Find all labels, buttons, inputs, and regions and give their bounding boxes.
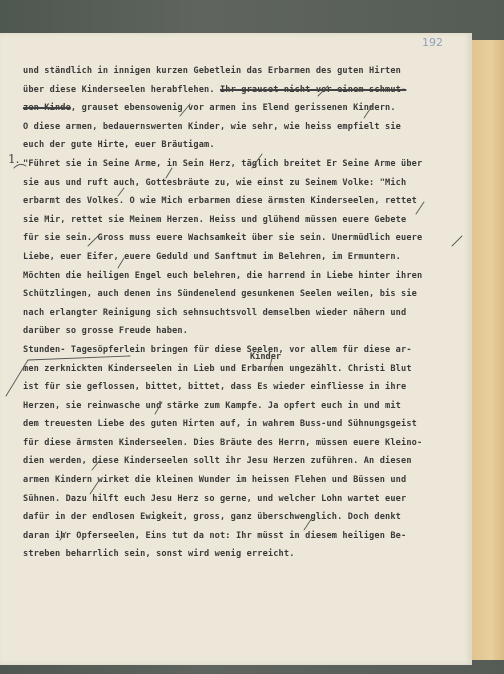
text-line: men zerknickten Kinderseelen in Lieb und Erbarmen ungezählt. Christi Blut [23,363,412,374]
text-line: streben beharrlich sein, sonst wird wenig erreicht. [23,549,295,560]
text-line: ist für sie geflossen, bittet, bittet, dass Es wieder einfliesse in ihre [23,382,407,393]
text-line: dafür in der endlosen Ewigkeit, gross, ganz überschwenglich. Doch denkt [23,512,401,523]
text-line: und ständlich in innigen kurzen Gebetlein das Erbarmen des guten Hirten [23,66,401,76]
text-line: euch der gute Hirte, euer Bräutigam. [23,140,215,151]
text-line: daran ihr Opferseelen, Eins tut da not: Ihr müsst in diesem heiligen Be- [23,530,407,541]
text-line: dien werden, diese Kinderseelen sollt ihr Jesu Herzen zuführen. An diesen [23,456,412,467]
text-line: "Führet sie in Seine Arme, in Sein Herz, täglich breitet Er Seine Arme über [23,158,423,169]
typed-text-body [23,62,468,564]
struck-text: zen Kinde [23,103,71,114]
text-line: armen Kindern wirket die kleinen Wunder im heissen Flehen und Büssen und [23,475,407,486]
side-tab-strip [472,40,504,660]
text-line: Schützlingen, auch denen ins Sündenelend gesunkenen Seelen weilen, bis sie [23,289,417,300]
text-line: über diese Kinderseelen herabflehen. Ihr grauset nicht vor einem schmut- [23,84,407,95]
margin-mark: 1. [8,152,20,166]
text-line: dem treuesten Liebe des guten Hirten auf, in wahrem Buss-und Sühnungsgeist [23,419,417,430]
text-line: sie aus und ruft auch, Gottesbräute zu, wie einst zu Seinem Volke: "Mich [23,177,407,188]
text-line: Sühnen. Dazu hilft euch Jesu Herz so gerne, und welcher Lohn wartet euer [23,493,407,504]
text-line: für diese ärmsten Kinderseelen. Dies Bräute des Herrn, müssen euere Kleino- [23,437,423,448]
handwritten-insertion: Kinder [250,352,282,362]
page-number: 192 [422,36,443,49]
text-line: Herzen, sie reinwasche und stärke zum Kampfe. Ja opfert euch in und mit [23,400,401,411]
text-line: Liebe, euer Eifer, euere Geduld und Sanftmut im Belehren, im Ermuntern. [23,251,401,262]
text-line: Stunden- Tagesöpferlein bringen für diese Seelen, vor allem für diese ar- [23,344,412,355]
text-line: erbarmt des Volkes. O wie Mich erbarmen diese ärmsten Kinderseelen, rettet [23,196,417,207]
text-line: Möchten die heiligen Engel euch belehren, die harrend in Liebe hinter ihren [23,270,423,281]
text-line: nach erlangter Reinigung sich sehnsuchtsvoll demselben wieder nähern und [23,307,407,318]
text-line: O diese armen, bedauernswerten Kinder, wie sehr, wie heiss empfielt sie [23,121,401,132]
text-line: darüber so grosse Freude haben. [23,326,189,337]
text-line: für sie sein. Gross muss euere Wachsamkeit über sie sein. Unermüdlich euere [23,233,423,244]
text-line: zen Kinde, grauset ebensowenig vor armen ins Elend gerissenen Kindern. [23,103,396,114]
struck-text: Ihr grauset nicht vor einem schmut- [219,84,407,95]
text-line: sie Mir, rettet sie Meinem Herzen. Heiss und glühend müssen euere Gebete [23,214,407,225]
